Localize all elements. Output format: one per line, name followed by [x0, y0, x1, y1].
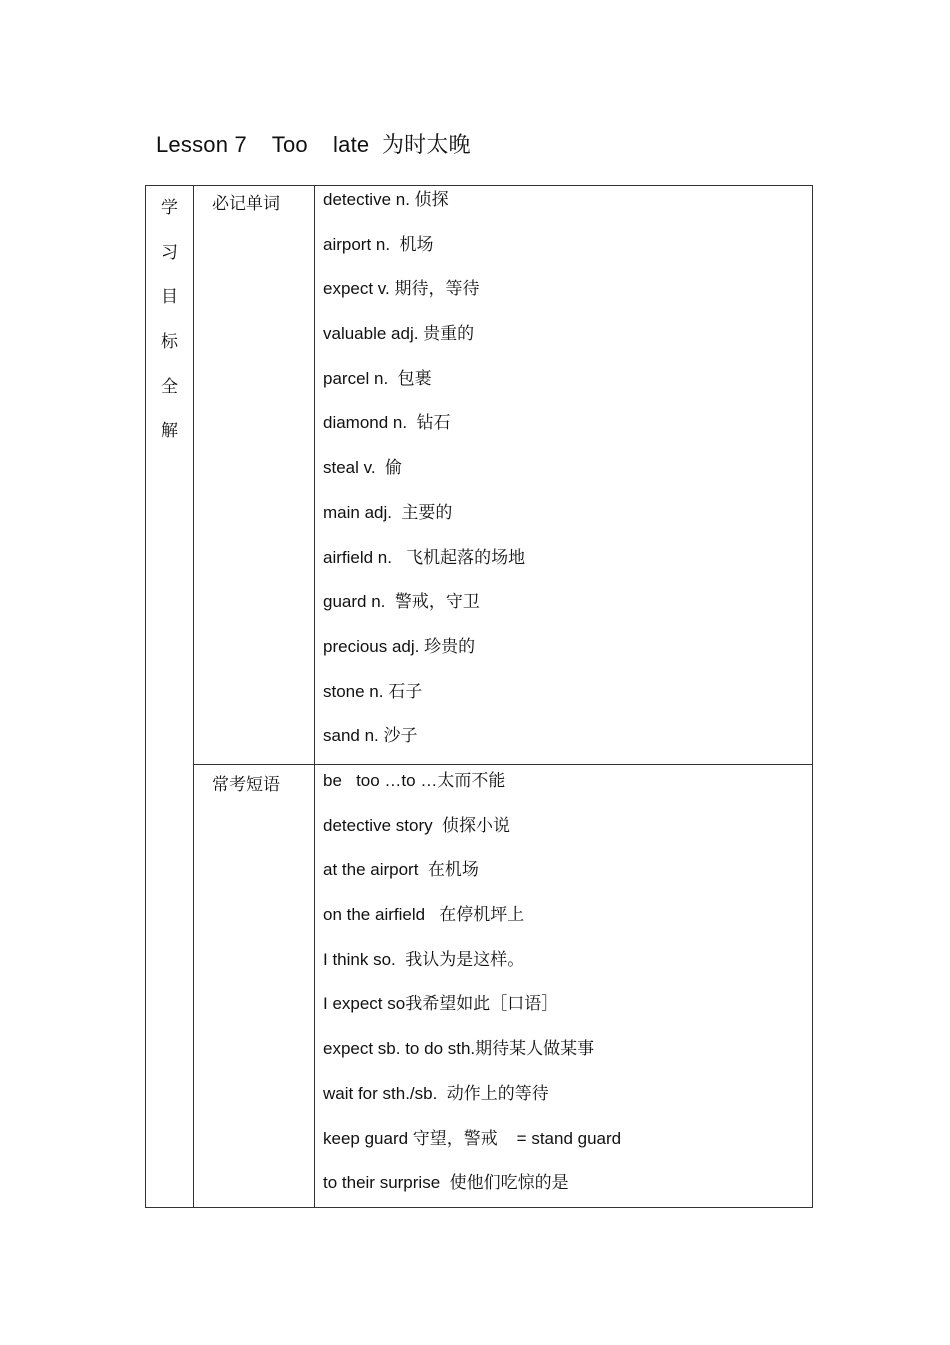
lesson-title: Lesson 7 Too late 为时太晚: [156, 132, 471, 157]
column-divider-1: [193, 186, 194, 1207]
list-item: valuable adj. 贵重的: [323, 324, 475, 344]
side-label: [146, 186, 193, 454]
list-item: at the airport 在机场: [323, 860, 479, 880]
learning-objectives-table: [145, 185, 813, 1208]
side-label-char: 全: [161, 376, 178, 396]
list-item: airfield n. 飞机起落的场地: [323, 547, 526, 567]
list-item: detective story 侦探小说: [323, 815, 511, 835]
side-label-char: 学: [161, 198, 178, 217]
column-divider-2: [314, 186, 315, 1207]
list-item: steal v. 偷: [323, 458, 403, 478]
side-label-char: 标: [161, 332, 178, 352]
list-item: stone n. 石子: [323, 681, 423, 701]
list-item: parcel n. 包裹: [323, 368, 432, 388]
category-phrases: 常考短语: [212, 775, 280, 794]
vocabulary-list: [323, 186, 525, 767]
list-item: detective n. 侦探: [323, 190, 449, 209]
list-item: diamond n. 钻石: [323, 413, 451, 433]
category-vocabulary: 必记单词: [212, 194, 280, 213]
side-label-char: 解: [161, 421, 178, 441]
list-item: guard n. 警戒，守卫: [323, 592, 480, 612]
list-item: keep guard 守望，警戒 = stand guard: [323, 1128, 622, 1148]
list-item: be too …to …太而不能: [323, 771, 506, 790]
side-label-char: 习: [161, 242, 178, 262]
phrases-list: [323, 767, 621, 1214]
list-item: precious adj. 珍贵的: [323, 636, 476, 656]
side-label-char: 目: [161, 287, 178, 307]
list-item: sand n. 沙子: [323, 726, 418, 746]
list-item: wait for sth./sb. 动作上的等待: [323, 1083, 549, 1103]
list-item: expect v. 期待，等待: [323, 279, 480, 299]
list-item: to their surprise 使他们吃惊的是: [323, 1173, 569, 1193]
list-item: main adj. 主要的: [323, 502, 453, 522]
list-item: airport n. 机场: [323, 234, 434, 254]
list-item: on the airfield 在停机坪上: [323, 905, 525, 925]
list-item: I think so. 我认为是这样。: [323, 949, 525, 969]
list-item: expect sb. to do sth.期待某人做某事: [323, 1039, 595, 1059]
list-item: I expect so我希望如此［口语］: [323, 994, 559, 1014]
